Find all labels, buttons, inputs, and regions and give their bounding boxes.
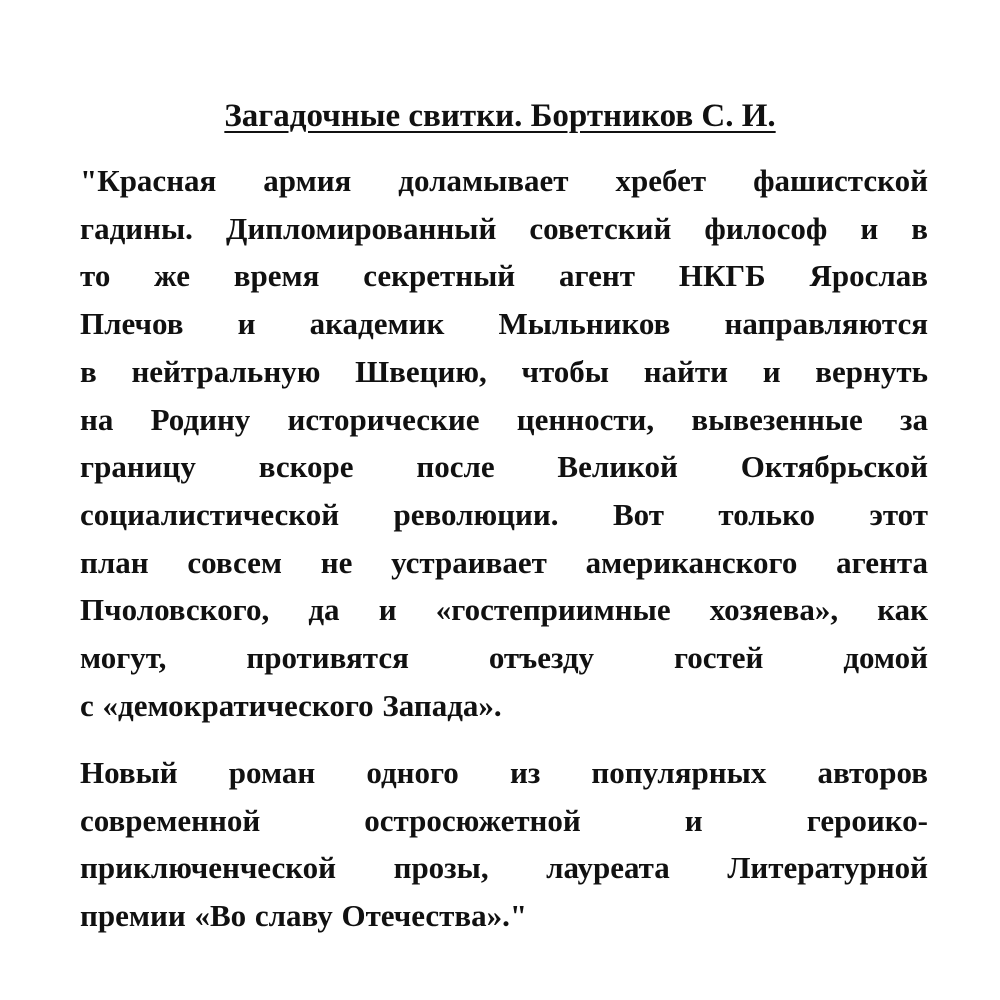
text-line: Плечов и академик Мыльников направляются [80, 306, 928, 342]
text-line: приключенческой прозы, лауреата Литературной [80, 850, 928, 886]
text-line: гадины. Дипломированный советский философ и в [80, 210, 928, 246]
description-paragraph-1 [80, 157, 928, 729]
text-line: план совсем не устраивает американского агента [80, 544, 928, 580]
text-line: Пчоловского, да и «гостеприимные хозяева», как [80, 592, 928, 628]
text-line: могут, противятся отъезду гостей домой [80, 640, 928, 676]
text-line: то же время секретный агент НКГБ Ярослав [80, 258, 928, 294]
text-line: в нейтральную Швецию, чтобы найти и вернуть [80, 353, 928, 389]
text-line: современной остросюжетной и героико- [80, 802, 928, 838]
text-line: границу вскоре после Великой Октябрьской [80, 449, 928, 485]
text-line: "Красная армия доламывает хребет фашистской [80, 163, 928, 198]
description-paragraph-2 [80, 749, 928, 940]
text-line: с «демократического Запада». [80, 687, 502, 723]
text-line: социалистической революции. Вот только этот [80, 496, 928, 532]
text-line: премии «Во славу Отечества»." [80, 898, 528, 934]
text-line: на Родину исторические ценности, вывезенные за [80, 401, 928, 437]
text-line: Новый роман одного из популярных авторов [80, 755, 928, 790]
document-title: Загадочные свитки. Бортников С. И. [224, 98, 776, 134]
